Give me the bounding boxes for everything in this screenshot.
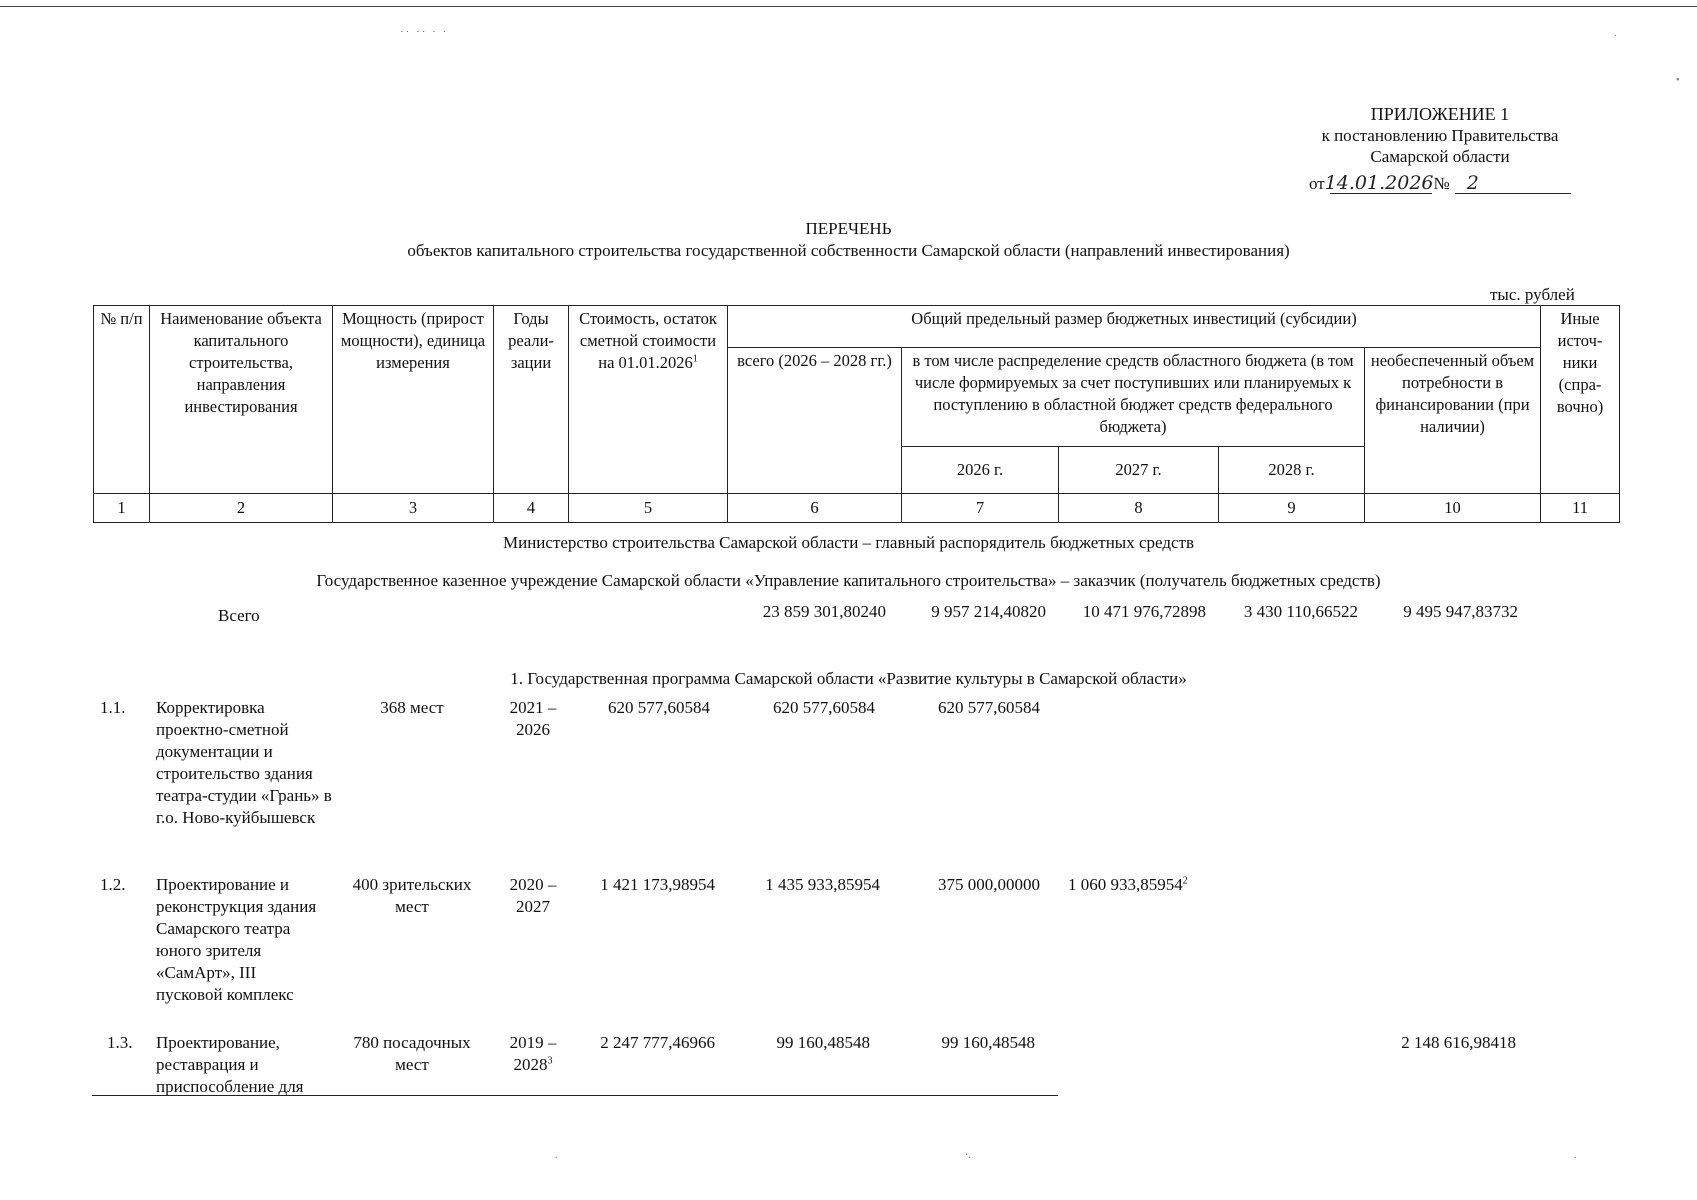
column-number: 11 [1541, 494, 1620, 523]
column-number: 1 [94, 494, 150, 523]
attachment-from-label: от [1309, 174, 1325, 193]
scan-speck: . [1614, 28, 1617, 39]
page-top-border [0, 6, 1697, 7]
column-number: 3 [333, 494, 494, 523]
header-years: Годы реали-зации [494, 306, 569, 494]
header-cost-footnote: 1 [692, 353, 698, 365]
header-subgroup: в том числе распределение средств областного бюджета (в том числе формируемых за счет поступивших или планируемых к поступлению в областной бюджет средств федерального бюджета) [902, 348, 1365, 447]
column-number: 7 [902, 494, 1059, 523]
column-number: 5 [569, 494, 728, 523]
row-2-2027 [1068, 874, 1228, 896]
header-year-2028: 2028 г. [1219, 447, 1365, 494]
row-2-num: 1.2. [100, 875, 126, 894]
header-name: Наименование объекта капитального строительства, направления инвестирования [150, 306, 333, 494]
page-bottom-rule [92, 1095, 1058, 1096]
row-1-capacity: 368 мест [380, 698, 444, 717]
row-1-name: Корректировка проектно-сметной документации и строительство здания театра-студии «Грань» в г.о. Ново-куйбышевск [156, 698, 332, 827]
column-number: 6 [728, 494, 902, 523]
scan-artifact: ·· ·· · · [400, 26, 449, 38]
header-table [93, 305, 1620, 523]
column-number: 4 [494, 494, 569, 523]
attachment-date: 14.01.2026 [1324, 172, 1434, 194]
document-title-line-1: ПЕРЕЧЕНЬ [805, 219, 892, 238]
header-unfunded: необеспеченный объем потребности в финансировании (при наличии) [1365, 348, 1541, 494]
total-col10: 9 495 947,83732 [1403, 602, 1518, 621]
header-capacity: Мощность (прирост мощности), единица измерения [333, 306, 494, 494]
total-col7: 9 957 214,40820 [931, 602, 1046, 621]
total-label: Всего [218, 606, 260, 625]
row-2-name: Проектирование и реконструкция здания Самарского театра юного зрителя «СамАрт», III пусковой комплекс [156, 875, 317, 1004]
attachment-number-label: № [1433, 174, 1450, 193]
column-number: 9 [1219, 494, 1365, 523]
attachment-date-underline [1330, 193, 1432, 194]
program-heading: 1. Государственная программа Самарской области «Развитие культуры в Самарской области» [510, 669, 1187, 688]
header-cost-text: Стоимость, остаток сметной стоимости на 01.01.2026 [579, 309, 717, 372]
row-2-2026: 375 000,00000 [938, 875, 1040, 894]
scan-speck: • [1676, 75, 1680, 86]
header-group: Общий предельный размер бюджетных инвестиций (субсидии) [728, 306, 1541, 348]
row-3-cost: 2 247 777,46966 [600, 1033, 715, 1052]
total-col8: 10 471 976,72898 [1082, 602, 1206, 621]
row-3-2026: 99 160,48548 [941, 1033, 1035, 1052]
row-2-2027-footnote: 2 [1182, 875, 1188, 887]
ministry-heading: Министерство строительства Самарской области – главный распорядитель бюджетных средств [503, 533, 1194, 552]
row-3-unfunded: 2 148 616,98418 [1401, 1033, 1516, 1052]
row-1-years: 2021 – 2026 [509, 698, 557, 739]
column-number: 8 [1059, 494, 1219, 523]
attachment-line-2: Самарской области [1370, 147, 1510, 166]
row-2-2027-value: 1 060 933,85954 [1068, 875, 1183, 894]
header-cost [569, 306, 728, 494]
row-2-capacity: 400 зрительских мест [352, 875, 472, 916]
customer-heading: Государственное казенное учреждение Самарской области «Управление капитального строительства» – заказчик (получатель бюджетных средств) [316, 571, 1381, 590]
row-1-2026: 620 577,60584 [938, 698, 1040, 717]
document-title [0, 218, 1697, 262]
row-3-capacity: 780 посадочных мест [353, 1033, 471, 1074]
row-1-total: 620 577,60584 [773, 698, 875, 717]
attachment-number-underline [1455, 193, 1571, 194]
column-number: 2 [150, 494, 333, 523]
header-total: всего (2026 – 2028 гг.) [728, 348, 902, 494]
header-year-2027: 2027 г. [1059, 447, 1219, 494]
header-other-sources: Иные источ-ники (спра-вочно) [1541, 306, 1620, 494]
row-2-total: 1 435 933,85954 [765, 875, 880, 894]
row-3-num: 1.3. [107, 1033, 133, 1052]
scan-speck: . [555, 1150, 558, 1161]
header-year-2026: 2026 г. [902, 447, 1059, 494]
row-3-total: 99 160,48548 [776, 1033, 870, 1052]
row-3-name: Проектирование, реставрация и приспособление для [156, 1033, 304, 1096]
attachment-title: ПРИЛОЖЕНИЕ 1 [1370, 104, 1510, 124]
attachment-block [1300, 104, 1580, 167]
document-title-line-2: объектов капитального строительства государственной собственности Самарской области (направлений инвестирования) [407, 241, 1290, 260]
column-number: 10 [1365, 494, 1541, 523]
scan-speck: ·. [965, 1150, 971, 1161]
row-3-years [500, 1032, 566, 1076]
attachment-line-1: к постановлению Правительства [1321, 126, 1559, 145]
row-2-cost: 1 421 173,98954 [600, 875, 715, 894]
row-2-years: 2020 – 2027 [509, 875, 557, 916]
header-num: № п/п [94, 306, 150, 494]
attachment-date-number [1309, 172, 1479, 194]
row-1-cost: 620 577,60584 [608, 698, 710, 717]
attachment-number: 2 [1466, 172, 1479, 194]
units-label: тыс. рублей [1490, 285, 1575, 304]
row-1-num: 1.1. [100, 698, 126, 717]
total-col9: 3 430 110,66522 [1243, 602, 1358, 621]
total-col6: 23 859 301,80240 [762, 602, 886, 621]
row-3-years-value: 2019 – 2028 [509, 1033, 557, 1074]
scan-speck: . [1574, 1150, 1577, 1161]
row-3-years-footnote: 3 [547, 1055, 553, 1067]
